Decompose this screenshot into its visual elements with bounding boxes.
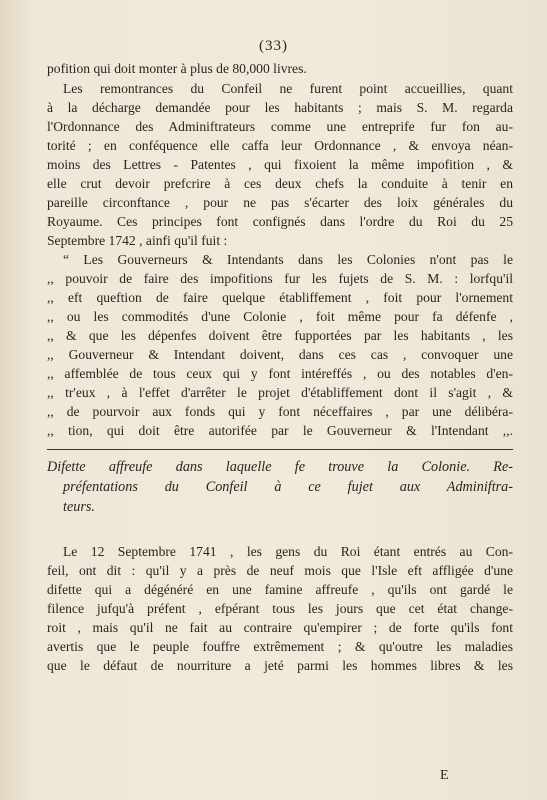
text-line: Septembre 1742 , ainfi qu'il fuit : [47,233,228,248]
text-line: Les remontrances du Confeil ne furent point accueillies, quant [63,81,513,96]
quote-line: ,, tr'eux , à l'effet d'arrêter le projet d'établiffement dont il s'agit , & [47,385,513,400]
text-line: feil, ont dit : qu'il y a près de neuf mois que l'Isle eft affligée d'une [47,563,513,578]
quote-line: ,, & que les dépenfes doivent être fupportées par les habitants , les [47,328,513,343]
quote-line: ,, tion, qui doit être autorifée par le Gouverneur & l'Intendant ,,. [47,423,513,438]
quote-line: ,, ou les commodités d'une Colonie , foit même pour fa défenfe , [47,309,513,324]
text-line: l'Ordonnance des Adminiftrateurs comme une entreprife fur fon au- [47,119,513,134]
quote-line: “ Les Gouverneurs & Intendants dans les Colonies n'ont pas le [63,252,513,267]
text-line: difette qui a dégénéré en une famine affreufe , qu'ils ont gardé le [47,582,513,597]
text-line: avertis que le peuple fouffre extrêmement ; & qu'outre les maladies [47,639,513,654]
text-line: à la décharge demandée pour les habitants ; mais S. M. regarda [47,100,513,115]
text-line: elle crut devoir prefcrire à ces deux chefs la conduite à tenir en [47,176,513,191]
signature-mark: E [440,768,449,783]
text-line: moins des Lettres - Patentes , qui fixoient la même impofition , & [47,157,513,172]
section-heading: préfentations du Confeil à ce fujet aux Adminiftra- [63,479,513,495]
quote-line: ,, de pourvoir aux fonds qui y font néceffaires , par une délibéra- [47,404,513,419]
section-divider [47,449,513,450]
text-line: Le 12 Septembre 1741 , les gens du Roi étant entrés au Con- [63,544,513,559]
text-line: Royaume. Ces principes font confignés dans l'ordre du Roi du 25 [47,214,513,229]
text-line: roit , mais qu'il ne fait au contraire qu'empirer ; de forte qu'ils font [47,620,513,635]
quote-line: ,, affemblée de tous ceux qui y font intéreffés , ou des notables d'en- [47,366,513,381]
page-number: (33) [259,38,288,54]
section-heading: teurs. [63,499,95,515]
quote-line: ,, Gouverneur & Intendant doivent, dans ces cas , convoquer une [47,347,513,362]
quote-line: ,, pouvoir de faire des impofitions fur les fujets de S. M. : lorfqu'il [47,271,513,286]
text-line: filence jufqu'à préfent , efpérant tous les jours que cet état change- [47,601,513,616]
quote-line: ,, eft queftion de faire quelque établiffement , foit pour l'ornement [47,290,513,305]
text-line: pofition qui doit monter à plus de 80,000 livres. [47,61,307,76]
text-line: torité ; en conféquence elle caffa leur Ordonnance , & envoya néan- [47,138,513,153]
text-line: pareille circonftance , pour ne pas s'écarter des loix générales du [47,195,513,210]
text-line: que le défaut de nourriture a jeté parmi les hommes libres & les [47,658,513,673]
section-heading: Difette affreufe dans laquelle fe trouve la Colonie. Re- [47,459,513,475]
